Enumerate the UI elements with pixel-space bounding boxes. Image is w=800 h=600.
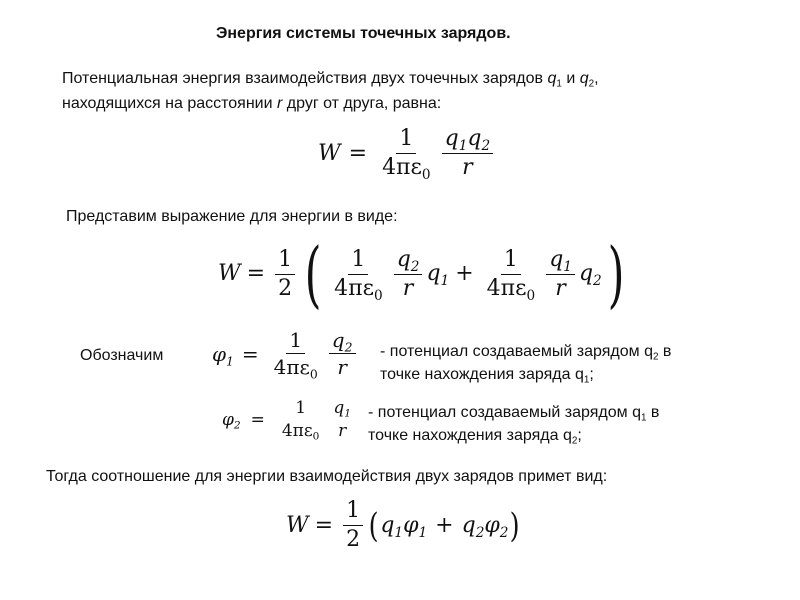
formula-final-energy: W = $\frac{1}{2}$ ( $q_1\varphi_1$ + $q_2\varphi_2$ ) bbox=[286, 498, 521, 552]
intro-q2-sub: 2 bbox=[588, 78, 595, 90]
plus-sign: + bbox=[455, 261, 474, 286]
fraction-coefficient: 1 $4\pi\varepsilon_0$ bbox=[281, 398, 320, 443]
intro-text-3: друг от друга, равна: bbox=[282, 95, 442, 112]
denominator-r: r bbox=[462, 155, 473, 180]
intro-text-1: Потенциальная энергия взаимодействия двух точечных зарядов bbox=[62, 70, 548, 87]
phi2-description-line-1: - потенциал создаваемый зарядом $q_1$ в bbox=[368, 404, 660, 424]
fraction-q2-over-r: $\frac{q_2}{r}$ bbox=[394, 249, 423, 300]
right-paren: ) bbox=[510, 505, 521, 546]
represent-text: Представим выражение для энергии в виде: bbox=[66, 208, 398, 225]
fraction-half bbox=[275, 246, 295, 301]
right-paren: ) bbox=[607, 232, 625, 316]
intro-line-2 bbox=[62, 93, 441, 115]
intro-line-1 bbox=[62, 68, 599, 90]
page-title: Энергия системы точечных зарядов. bbox=[216, 25, 511, 42]
phi1-description-line-2: точке нахождения заряда $q_1$; bbox=[380, 366, 594, 386]
phi1-description-line-1: - потенциал создаваемый зарядом $q_2$ в bbox=[380, 343, 672, 363]
formula-coulomb-energy bbox=[318, 126, 497, 183]
term-q2-phi2: $q_2\varphi_2$ bbox=[461, 512, 509, 541]
fraction-coefficient: $\frac{1}{4\pi\varepsilon_0}$ bbox=[273, 328, 318, 382]
term-q1-phi1: $q_1\varphi_1$ bbox=[380, 512, 428, 541]
formula-W: W bbox=[318, 140, 341, 166]
intro-and: и bbox=[561, 70, 580, 87]
phi1-symbol: $\varphi_1$ bbox=[212, 341, 234, 368]
fraction-half: $\frac{1}{2}$ bbox=[343, 500, 363, 551]
intro-comma: , bbox=[594, 70, 599, 87]
numerator-one: 1 bbox=[396, 128, 416, 154]
fraction-q1-over-r: $\frac{q_1}{r}$ bbox=[546, 249, 575, 300]
factor-q1: $q_1$ bbox=[426, 261, 450, 289]
intro-q1-sub: 1 bbox=[556, 78, 562, 90]
fraction-q2-over-r: $\frac{q_2}{r}$ bbox=[329, 330, 356, 377]
fraction-q1-over-r: $q_1$ r bbox=[333, 398, 351, 441]
formula-split-energy bbox=[218, 232, 630, 316]
phi2-description-line-2: точке нахождения заряда $q_2$; bbox=[368, 427, 582, 447]
intro-q2: q bbox=[579, 70, 589, 87]
fraction-charges-over-r bbox=[442, 128, 494, 179]
intro-text-2: находящихся на расстоянии bbox=[62, 95, 277, 112]
denominator-two: 2 bbox=[278, 275, 293, 301]
denominator-4pieps: $4\pi\varepsilon_0$ bbox=[382, 155, 431, 183]
fraction-coefficient bbox=[379, 126, 434, 183]
numerator-q1q2: $q_1q_2$ bbox=[442, 128, 494, 154]
intro-q1: q bbox=[547, 70, 557, 87]
then-text: Тогда соотношение для энергии взаимодействия двух зарядов примет вид: bbox=[46, 468, 608, 485]
denote-label: Обозначим bbox=[80, 347, 164, 364]
phi2-symbol: $\varphi_2$ bbox=[222, 409, 241, 432]
formula-W: W bbox=[218, 261, 241, 286]
equals-sign: = bbox=[348, 140, 368, 166]
formula-phi2: $\varphi_2$ = 1 $4\pi\varepsilon_0$ $q_1$ r bbox=[222, 400, 358, 440]
intro-r: r bbox=[276, 95, 283, 112]
left-paren: ( bbox=[368, 505, 379, 546]
formula-phi1: $\varphi_1$ = $\frac{1}{4\pi\varepsilon_0}$ $\frac{q_2}{r}$ bbox=[212, 330, 360, 377]
formula-W: W bbox=[286, 512, 309, 538]
numerator-one: 1 bbox=[275, 249, 295, 275]
left-paren: ( bbox=[304, 232, 322, 316]
fraction-coefficient: $\frac{1}{4\pi\varepsilon_0}$ bbox=[486, 246, 536, 304]
fraction-coefficient: $\frac{1}{4\pi\varepsilon_0}$ bbox=[334, 246, 383, 304]
factor-q2: $q_2$ bbox=[578, 261, 602, 289]
equals-sign: = bbox=[246, 261, 266, 286]
